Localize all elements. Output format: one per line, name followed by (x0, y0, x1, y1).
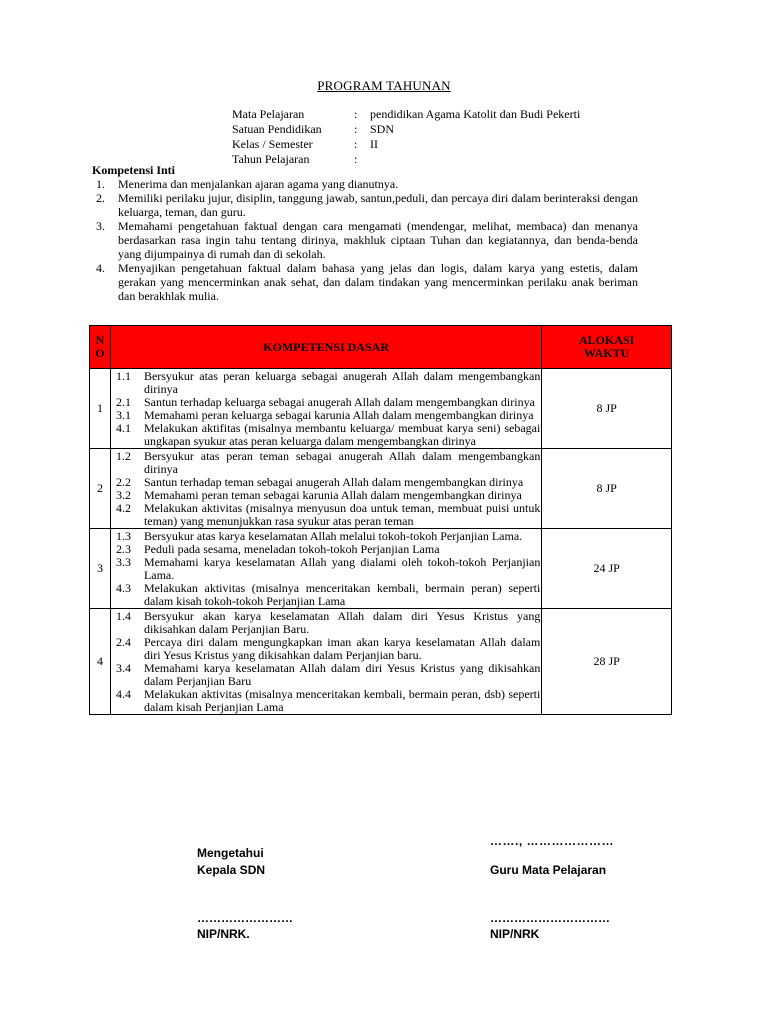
meta-colon: : (354, 122, 358, 136)
list-item-text: Memiliki perilaku jujur, disiplin, tanggung jawab, santun,peduli, dan percaya diri dalam berinteraksi dengan keluarga, teman, dan guru. (118, 191, 638, 219)
meta-value: pendidikan Agama Katolit dan Budi Pekerti (370, 107, 581, 121)
signature-line-right: ………………………… (490, 911, 610, 925)
list-item (92, 261, 638, 303)
kd-item-number: 1.2 (115, 449, 131, 463)
list-item-number: 2. (96, 191, 105, 205)
table-row (90, 369, 672, 449)
list-item-number: 1. (96, 177, 105, 191)
kd-item-text: Memahami peran keluarga sebagai karunia Allah dalam mengembangkan dirinya (143, 408, 534, 422)
header-alokasi-line1: ALOKASI (578, 333, 635, 347)
kd-item-text: Percaya diri dalam mengungkapkan iman akan karya keselamatan Allah dalam diri Yesus Kristus yang dikisahkan dalam Perjanjian baru. (143, 635, 541, 662)
kd-item-number: 3.3 (115, 555, 131, 569)
list-item (92, 191, 638, 219)
signature-line-left: …………………… (197, 911, 293, 925)
kompetensi-dasar-cell (110, 449, 541, 529)
header-no (90, 326, 111, 369)
kompetensi-dasar-table (89, 325, 672, 715)
kd-item-number: 4.4 (115, 687, 131, 701)
kd-item-number: 3.2 (115, 488, 131, 502)
kd-item-number: 2.3 (115, 542, 131, 556)
meta-value: II (370, 137, 378, 151)
kompetensi-dasar-item (114, 502, 540, 528)
kd-item-text: Bersyukur atas peran keluarga sebagai anugerah Allah dalam mengembangkan dirinya (143, 369, 541, 396)
meta-colon: : (354, 107, 358, 121)
kd-item-number: 2.2 (115, 475, 131, 489)
header-alokasi-waktu (542, 326, 672, 369)
signature-mengetahui: Mengetahui (197, 846, 264, 860)
header-alokasi-line2: WAKTU (584, 346, 630, 360)
kd-item-text: Santun terhadap teman sebagai anugerah Allah dalam mengembangkan dirinya (143, 475, 524, 489)
kd-item-text: Melakukan aktivitas (misalnya menceritakan kembali, bermain peran, dsb) seperti dalam kisah Perjanjian Lama (143, 687, 541, 714)
document-meta (232, 107, 580, 167)
kd-item-text: Memahami peran teman sebagai karunia Allah dalam mengembangkan dirinya (143, 488, 522, 502)
kd-item-text: Bersyukur atas karya keselamatan Allah melalui tokoh-tokoh Perjanjian Lama. (143, 529, 523, 543)
signature-guru-mata-pelajaran: Guru Mata Pelajaran (490, 863, 607, 877)
table-row (90, 529, 672, 609)
kd-item-text: Melakukan aktivitas (misalnya menyusun doa untuk teman, membuat puisi untuk teman) yang menunjukkan rasa syukur atas peran teman (143, 501, 541, 528)
row-number: 3 (90, 529, 111, 609)
alokasi-waktu-cell: 8 JP (542, 369, 672, 449)
meta-colon: : (354, 152, 358, 166)
kd-item-text: Memahami karya keselamatan Allah dalam diri Yesus Kristus yang dikisahkan dalam Perjanjian Baru (143, 661, 541, 688)
meta-label: Kelas / Semester (232, 137, 313, 151)
row-number: 2 (90, 449, 111, 529)
kompetensi-inti-heading: Kompetensi Inti (92, 163, 176, 177)
list-item (92, 219, 638, 261)
list-item-number: 4. (96, 261, 105, 275)
meta-row (232, 122, 580, 137)
signature-date-line: ……., ………………… (490, 834, 615, 848)
kompetensi-dasar-cell (110, 529, 541, 609)
meta-label: Mata Pelajaran (232, 107, 305, 121)
kompetensi-dasar-item (114, 662, 540, 688)
signature-kepala-sdn: Kepala SDN (197, 863, 266, 877)
list-item-number: 3. (96, 219, 105, 233)
kompetensi-dasar-item (114, 582, 540, 608)
kompetensi-dasar-item (114, 556, 540, 582)
kd-item-number: 2.1 (115, 395, 131, 409)
meta-row (232, 152, 580, 167)
kd-item-text: Peduli pada sesama, meneladan tokoh-tokoh Perjanjian Lama (143, 542, 440, 556)
alokasi-waktu-cell: 28 JP (542, 609, 672, 715)
meta-label: Satuan Pendidikan (232, 122, 322, 136)
list-item-text: Menerima dan menjalankan ajaran agama yang dianutnya. (118, 177, 399, 191)
kd-item-number: 1.1 (115, 369, 131, 383)
kd-item-text: Melakukan aktifitas (misalnya membantu keluarga/ membuat karya seni) sebagai ungkapan syukur atas peran keluarga dalam mengembangkan dirinya (143, 421, 541, 448)
kompetensi-inti-list (92, 177, 638, 303)
page-title: PROGRAM TAHUNAN (317, 78, 451, 93)
header-no-line2: O (95, 346, 105, 360)
kompetensi-dasar-item (114, 636, 540, 662)
alokasi-waktu-cell: 8 JP (542, 449, 672, 529)
table-row (90, 449, 672, 529)
kompetensi-dasar-item (114, 610, 540, 636)
signature-nip-right: NIP/NRK (490, 927, 540, 941)
meta-value: SDN (370, 122, 395, 136)
kompetensi-dasar-item (114, 370, 540, 396)
list-item-text: Memahami pengetahuan faktual dengan cara mengamati (mendengar, melihat, membaca) dan menanya berdasarkan rasa ingin tahu tentang dirinya, makhluk ciptaan Tuhan dan kegiatannya, dan benda-benda yang dijumpainya di rumah dan di sekolah. (118, 219, 638, 261)
row-number: 4 (90, 609, 111, 715)
kompetensi-dasar-item (114, 688, 540, 714)
kd-item-text: Melakukan aktivitas (misalnya menceritakan kembali, bermain peran) seperti dalam kisah tokoh-tokoh Perjanjian Lama (143, 581, 541, 608)
kd-item-text: Bersyukur atas peran teman sebagai anugerah Allah dalam mengembangkan dirinya (143, 449, 541, 476)
list-item-text: Menyajikan pengetahuan faktual dalam bahasa yang jelas dan logis, dalam karya yang estetis, dalam gerakan yang mencerminkan anak sehat, dan dalam tindakan yang mencerminkan perilaku anak beriman dan berakhlak mulia. (118, 261, 638, 303)
kd-item-number: 1.4 (115, 609, 131, 623)
kd-item-text: Memahami karya keselamatan Allah yang dialami oleh tokoh-tokoh Perjanjian Lama. (143, 555, 541, 582)
table-row (90, 609, 672, 715)
signature-nip-left: NIP/NRK. (197, 927, 250, 941)
meta-row (232, 107, 580, 122)
meta-row (232, 137, 580, 152)
header-no-line1: N (95, 333, 105, 347)
kd-item-text: Santun terhadap keluarga sebagai anugerah Allah dalam mengembangkan dirinya (143, 395, 535, 409)
kd-item-number: 4.2 (115, 501, 131, 515)
kd-item-number: 2.4 (115, 635, 131, 649)
list-item (92, 177, 638, 191)
row-number: 1 (90, 369, 111, 449)
meta-colon: : (354, 137, 358, 151)
kompetensi-dasar-cell (110, 609, 541, 715)
kd-item-text: Bersyukur akan karya keselamatan Allah dalam diri Yesus Kristus yang dikisahkan dalam Perjanjian Baru. (143, 609, 541, 636)
kd-item-number: 4.1 (115, 421, 131, 435)
header-kompetensi-dasar: KOMPETENSI DASAR (110, 326, 541, 369)
kd-item-number: 3.1 (115, 408, 131, 422)
kd-item-number: 4.3 (115, 581, 131, 595)
alokasi-waktu-cell: 24 JP (542, 529, 672, 609)
kd-item-number: 3.4 (115, 661, 131, 675)
kompetensi-dasar-item (114, 422, 540, 448)
kd-item-number: 1.3 (115, 529, 131, 543)
kompetensi-dasar-cell (110, 369, 541, 449)
meta-label: Tahun Pelajaran (232, 152, 310, 166)
table-header-row (90, 326, 672, 369)
kompetensi-dasar-item (114, 450, 540, 476)
